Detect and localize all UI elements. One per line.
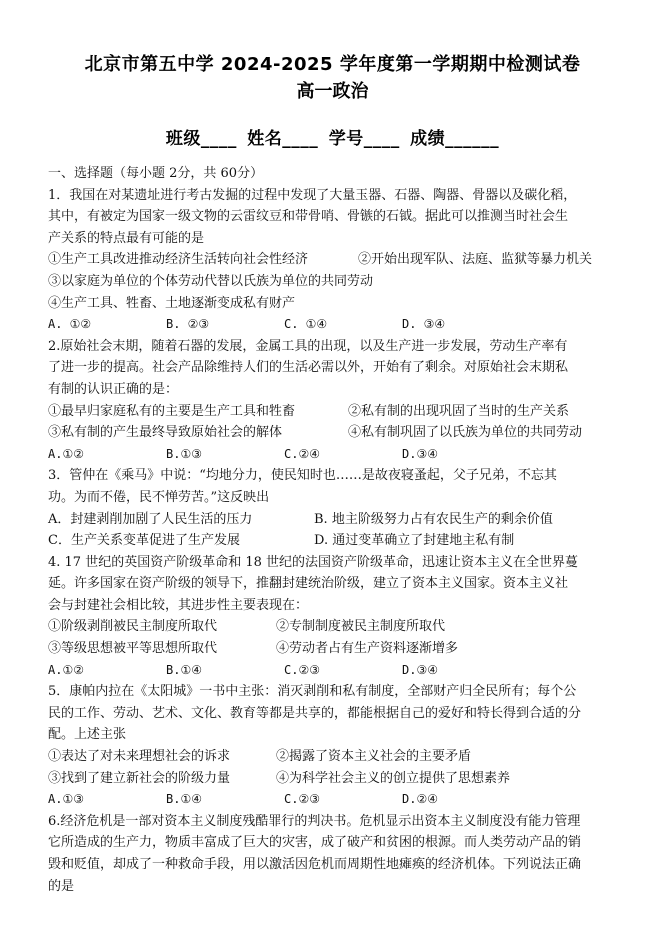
choice-c: C. ①④ bbox=[284, 317, 328, 332]
choice-d: D.③④ bbox=[402, 446, 438, 461]
choice-row bbox=[48, 444, 620, 466]
score-field: 成绩______ bbox=[410, 129, 500, 149]
question-2 bbox=[48, 336, 620, 466]
choice-row bbox=[48, 789, 620, 811]
choice-b: B.①④ bbox=[166, 792, 202, 807]
question-stem-line: 其中，有被定为国家一级文物的云雷纹豆和带骨哨、骨镞的石钺。据此可以推测当时社会生 bbox=[48, 209, 569, 225]
choice-d: D. ③④ bbox=[402, 317, 446, 332]
question-stem-line: 3．管仲在《乘马》中说：“均地分力，使民知时也……是故夜寝蚤起，父子兄弟，不忘其 bbox=[48, 468, 557, 484]
question-stem-line: 民的工作、劳动、艺术、文化、教育等都是共享的，都能根据自己的爱好和特长得到合适的分 bbox=[48, 705, 582, 721]
statement-row bbox=[48, 401, 620, 423]
statement-row bbox=[48, 638, 620, 660]
choice-d: D.②④ bbox=[402, 792, 438, 807]
choice-row bbox=[48, 314, 620, 336]
question-stem-line: 配。上述主张 bbox=[48, 727, 127, 743]
statement: ②私有制的出现巩固了当时的生产关系 bbox=[348, 403, 570, 419]
name-field: 姓名____ bbox=[247, 129, 319, 149]
question-stem-line: 2.原始社会末期，随着石器的发展，金属工具的出现，以及生产进一步发展，劳动生产率有 bbox=[48, 338, 568, 354]
statement: ④为科学社会主义的创立提供了思想素养 bbox=[276, 770, 511, 786]
choice-a: A．封建剥削加剧了人民生活的压力 bbox=[48, 511, 253, 527]
question-stem-line: 功。为而不倦，民不惮劳苦。”这反映出 bbox=[48, 489, 270, 505]
statement: ④生产工具、牲畜、土地逐渐变成私有财产 bbox=[48, 295, 296, 311]
statement: ①生产工具改进推动经济生活转向社会性经济 bbox=[48, 252, 309, 268]
statement: ④劳动者占有生产资料逐渐增多 bbox=[276, 641, 459, 657]
choice-c: C.②③ bbox=[284, 662, 320, 677]
statement: ④私有制巩固了以氏族为单位的共同劳动 bbox=[348, 425, 583, 441]
statement: ①表达了对未来理想社会的诉求 bbox=[48, 749, 231, 765]
choice-c: C.②③ bbox=[284, 792, 320, 807]
question-stem-line: 毁和贬值，却成了一种救命手段，用以激活因危机而周期性地瘫痪的经济机体。下列说法正确 bbox=[48, 857, 582, 872]
class-field: 班级____ bbox=[165, 129, 237, 149]
choice-row bbox=[48, 660, 620, 682]
exam-subject: 高一政治 bbox=[296, 81, 369, 102]
student-info-fields bbox=[0, 124, 665, 149]
exam-body bbox=[48, 163, 620, 897]
question-stem-line: 的是 bbox=[48, 878, 75, 894]
question-3 bbox=[48, 465, 620, 551]
statement: ③找到了建立新社会的阶级力量 bbox=[48, 770, 231, 786]
section-heading: 一、选择题（每小题 2分，共 60分） bbox=[48, 166, 264, 181]
choice-row bbox=[48, 530, 620, 552]
choice-b: B. 地主阶级努力占有农民生产的剩余价值 bbox=[314, 511, 553, 527]
statement: ③以家庭为单位的个体劳动代替以氏族为单位的共同劳动 bbox=[48, 273, 374, 289]
question-stem-line: 延。许多国家在资产阶级的领导下，推翻封建统治阶级，建立了资本主义国家。资本主义社 bbox=[48, 576, 569, 592]
statement-row bbox=[48, 616, 620, 638]
statement: ③私有制的产生最终导致原始社会的解体 bbox=[48, 425, 283, 441]
question-stem-line: 了进一步的提高。社会产品除维持人们的生活必需以外，开始有了剩余。对原始社会末期私 bbox=[48, 360, 569, 376]
question-stem-line: 5．康帕内拉在《太阳城》一书中主张：消灭剥削和私有制度，全部财产归全民所有；每个公 bbox=[48, 684, 577, 700]
choice-b: B.①③ bbox=[166, 446, 202, 461]
question-stem-line: 会与封建社会相比较，其进步性主要表现在： bbox=[48, 597, 309, 613]
choice-c: C．生产关系变革促进了生产发展 bbox=[48, 533, 240, 549]
statement-row bbox=[48, 746, 620, 768]
question-4 bbox=[48, 552, 620, 682]
choice-c: C.②④ bbox=[284, 446, 320, 461]
statement: ②揭露了资本主义社会的主要矛盾 bbox=[276, 749, 472, 765]
question-stem-line: 它所造成的生产力，物质丰富成了巨大的灾害，成了破产和贫困的根源。而人类劳动产品的销 bbox=[48, 835, 582, 851]
choice-b: B.①④ bbox=[166, 662, 202, 677]
choice-a: A.①② bbox=[48, 662, 84, 677]
question-stem-line: 6.经济危机是一部对资本主义制度残酷罪行的判决书。危机显示出资本主义制度没有能力管理 bbox=[48, 813, 581, 829]
question-5 bbox=[48, 681, 620, 811]
statement: ②开始出现军队、法庭、监狱等暴力机关 bbox=[358, 252, 593, 268]
question-stem-line: 1．我国在对某遗址进行考古发掘的过程中发现了大量玉器、石器、陶器、骨器以及碳化稻， bbox=[48, 187, 577, 203]
statement-row bbox=[48, 768, 620, 790]
statement-row bbox=[48, 422, 620, 444]
choice-d: D. 通过变革确立了封建地主私有制 bbox=[314, 533, 515, 549]
question-1 bbox=[48, 185, 620, 336]
statement: ①最早归家庭私有的主要是生产工具和牲畜 bbox=[48, 403, 296, 419]
statement: ①阶级剥削被民主制度所取代 bbox=[48, 619, 218, 635]
question-stem-line: 产关系的特点最有可能的是 bbox=[48, 230, 205, 246]
exam-title: 北京市第五中学 2024-2025 学年度第一学期期中检测试卷 bbox=[84, 54, 581, 75]
question-stem-line: 有制的认识正确的是： bbox=[48, 381, 179, 397]
choice-row bbox=[48, 509, 620, 531]
choice-d: D.③④ bbox=[402, 662, 438, 677]
choice-a: A.①② bbox=[48, 446, 84, 461]
choice-a: A. ①② bbox=[48, 317, 92, 332]
statement: ②专制制度被民主制度所取代 bbox=[276, 619, 446, 635]
choice-b: B. ②③ bbox=[166, 317, 210, 332]
student-number-field: 学号____ bbox=[328, 129, 400, 149]
choice-a: A.①③ bbox=[48, 792, 84, 807]
question-stem-line: 4. 17 世纪的英国资产阶级革命和 18 世纪的法国资产阶级革命，迅速让资本主义在全世界蔓 bbox=[48, 554, 579, 570]
statement: ③等级思想被平等思想所取代 bbox=[48, 641, 218, 657]
question-6 bbox=[48, 811, 620, 897]
statement-row bbox=[48, 249, 620, 271]
